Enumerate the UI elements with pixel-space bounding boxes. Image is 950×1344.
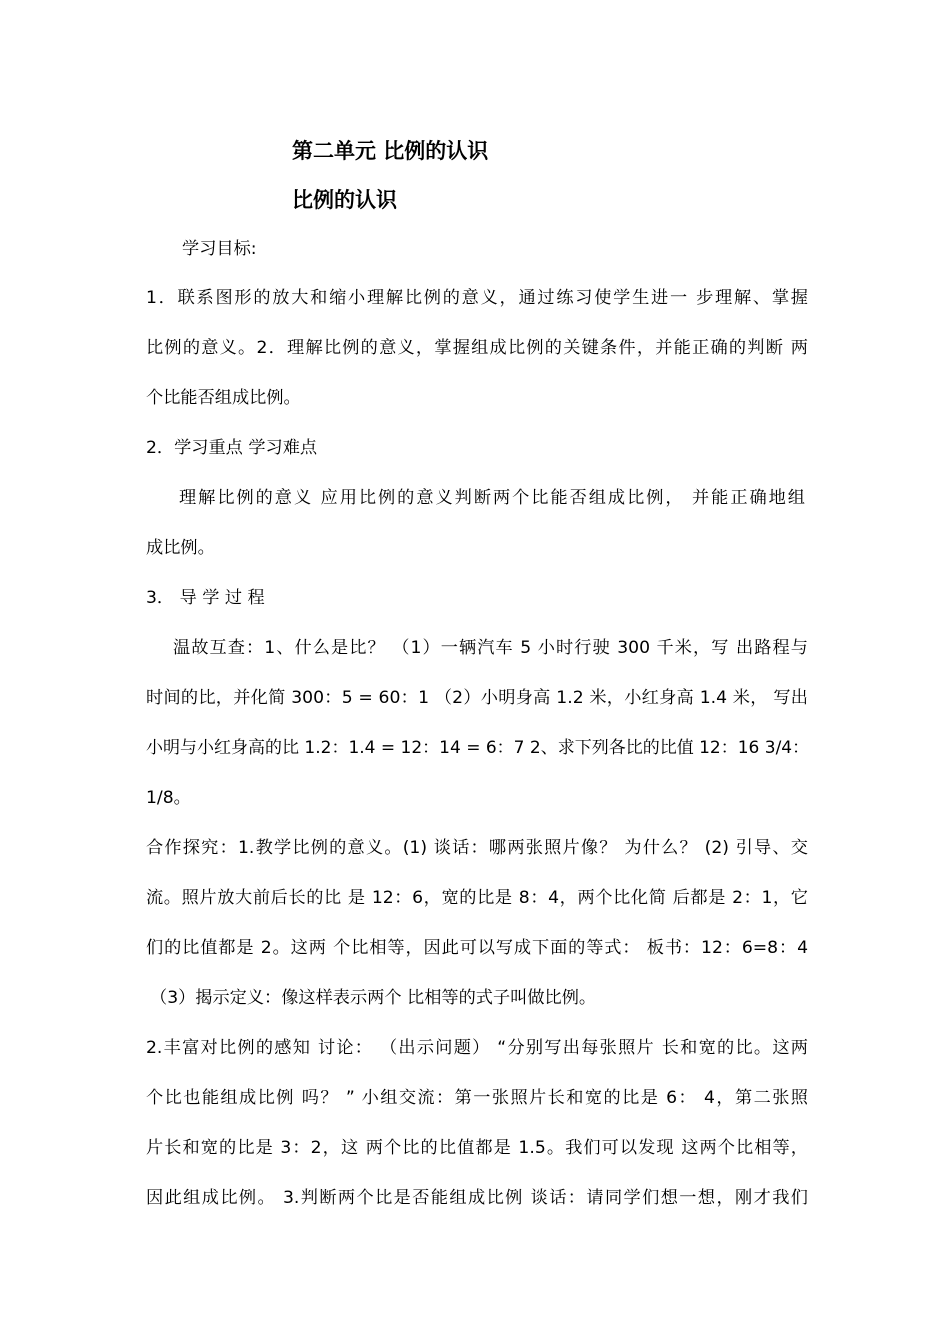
- paragraph-line: 学习目标:: [182, 239, 257, 259]
- lesson-title: 比例的认识: [292, 188, 397, 212]
- paragraph-line: 1．联系图形的放大和缩小理解比例的意义，通过练习使学生进一 步理解、掌握: [146, 288, 808, 308]
- paragraph-line: 成比例。: [146, 538, 215, 558]
- unit-title: 第二单元 比例的认识: [292, 139, 489, 163]
- paragraph-line: 2．学习重点 学习难点: [146, 438, 318, 458]
- paragraph-line: 因此组成比例。 3.判断两个比是否能组成比例 谈话：请同学们想一想，刚才我们: [146, 1188, 808, 1208]
- paragraph-line: 温故互查：1、什么是比？ （1）一辆汽车 5 小时行驶 300 千米，写 出路程与: [173, 638, 808, 658]
- paragraph-line: 个比能否组成比例。: [146, 388, 301, 408]
- paragraph-line: 合作探究：1.教学比例的意义。(1) 谈话：哪两张照片像？ 为什么？ (2) 引导、交: [146, 838, 808, 858]
- paragraph-line: 们的比值都是 2。这两 个比相等，因此可以写成下面的等式： 板书：12：6=8：4: [146, 938, 808, 958]
- paragraph-line: 比例的意义。2．理解比例的意义，掌握组成比例的关键条件，并能正确的判断 两: [146, 338, 808, 358]
- paragraph-line: 2.丰富对比例的感知 讨论： （出示问题） “分别写出每张照片 长和宽的比。这两: [146, 1038, 808, 1058]
- paragraph-line: 3． 导 学 过 程: [146, 588, 265, 608]
- paragraph-line: 片长和宽的比是 3：2，这 两个比的比值都是 1.5。我们可以发现 这两个比相等，: [146, 1138, 808, 1158]
- paragraph-line: 时间的比，并化简 300：5 = 60：1 （2）小明身高 1.2 米，小红身高 1.4 米， 写出: [146, 688, 808, 708]
- paragraph-line: 流。照片放大前后长的比 是 12：6，宽的比是 8：4，两个比化简 后都是 2：1，它: [146, 888, 808, 908]
- paragraph-line: （3）揭示定义：像这样表示两个 比相等的式子叫做比例。: [150, 988, 597, 1008]
- paragraph-line: 小明与小红身高的比 1.2：1.4 = 12：14 = 6：7 2、求下列各比的比值 12：16 3/4：: [146, 738, 810, 758]
- paragraph-line: 1/8。: [146, 788, 191, 808]
- paragraph-line: 个比也能组成比例 吗？ ” 小组交流：第一张照片长和宽的比是 6： 4，第二张照: [146, 1088, 808, 1108]
- paragraph-line: 理解比例的意义 应用比例的意义判断两个比能否组成比例， 并能正确地组: [179, 488, 805, 508]
